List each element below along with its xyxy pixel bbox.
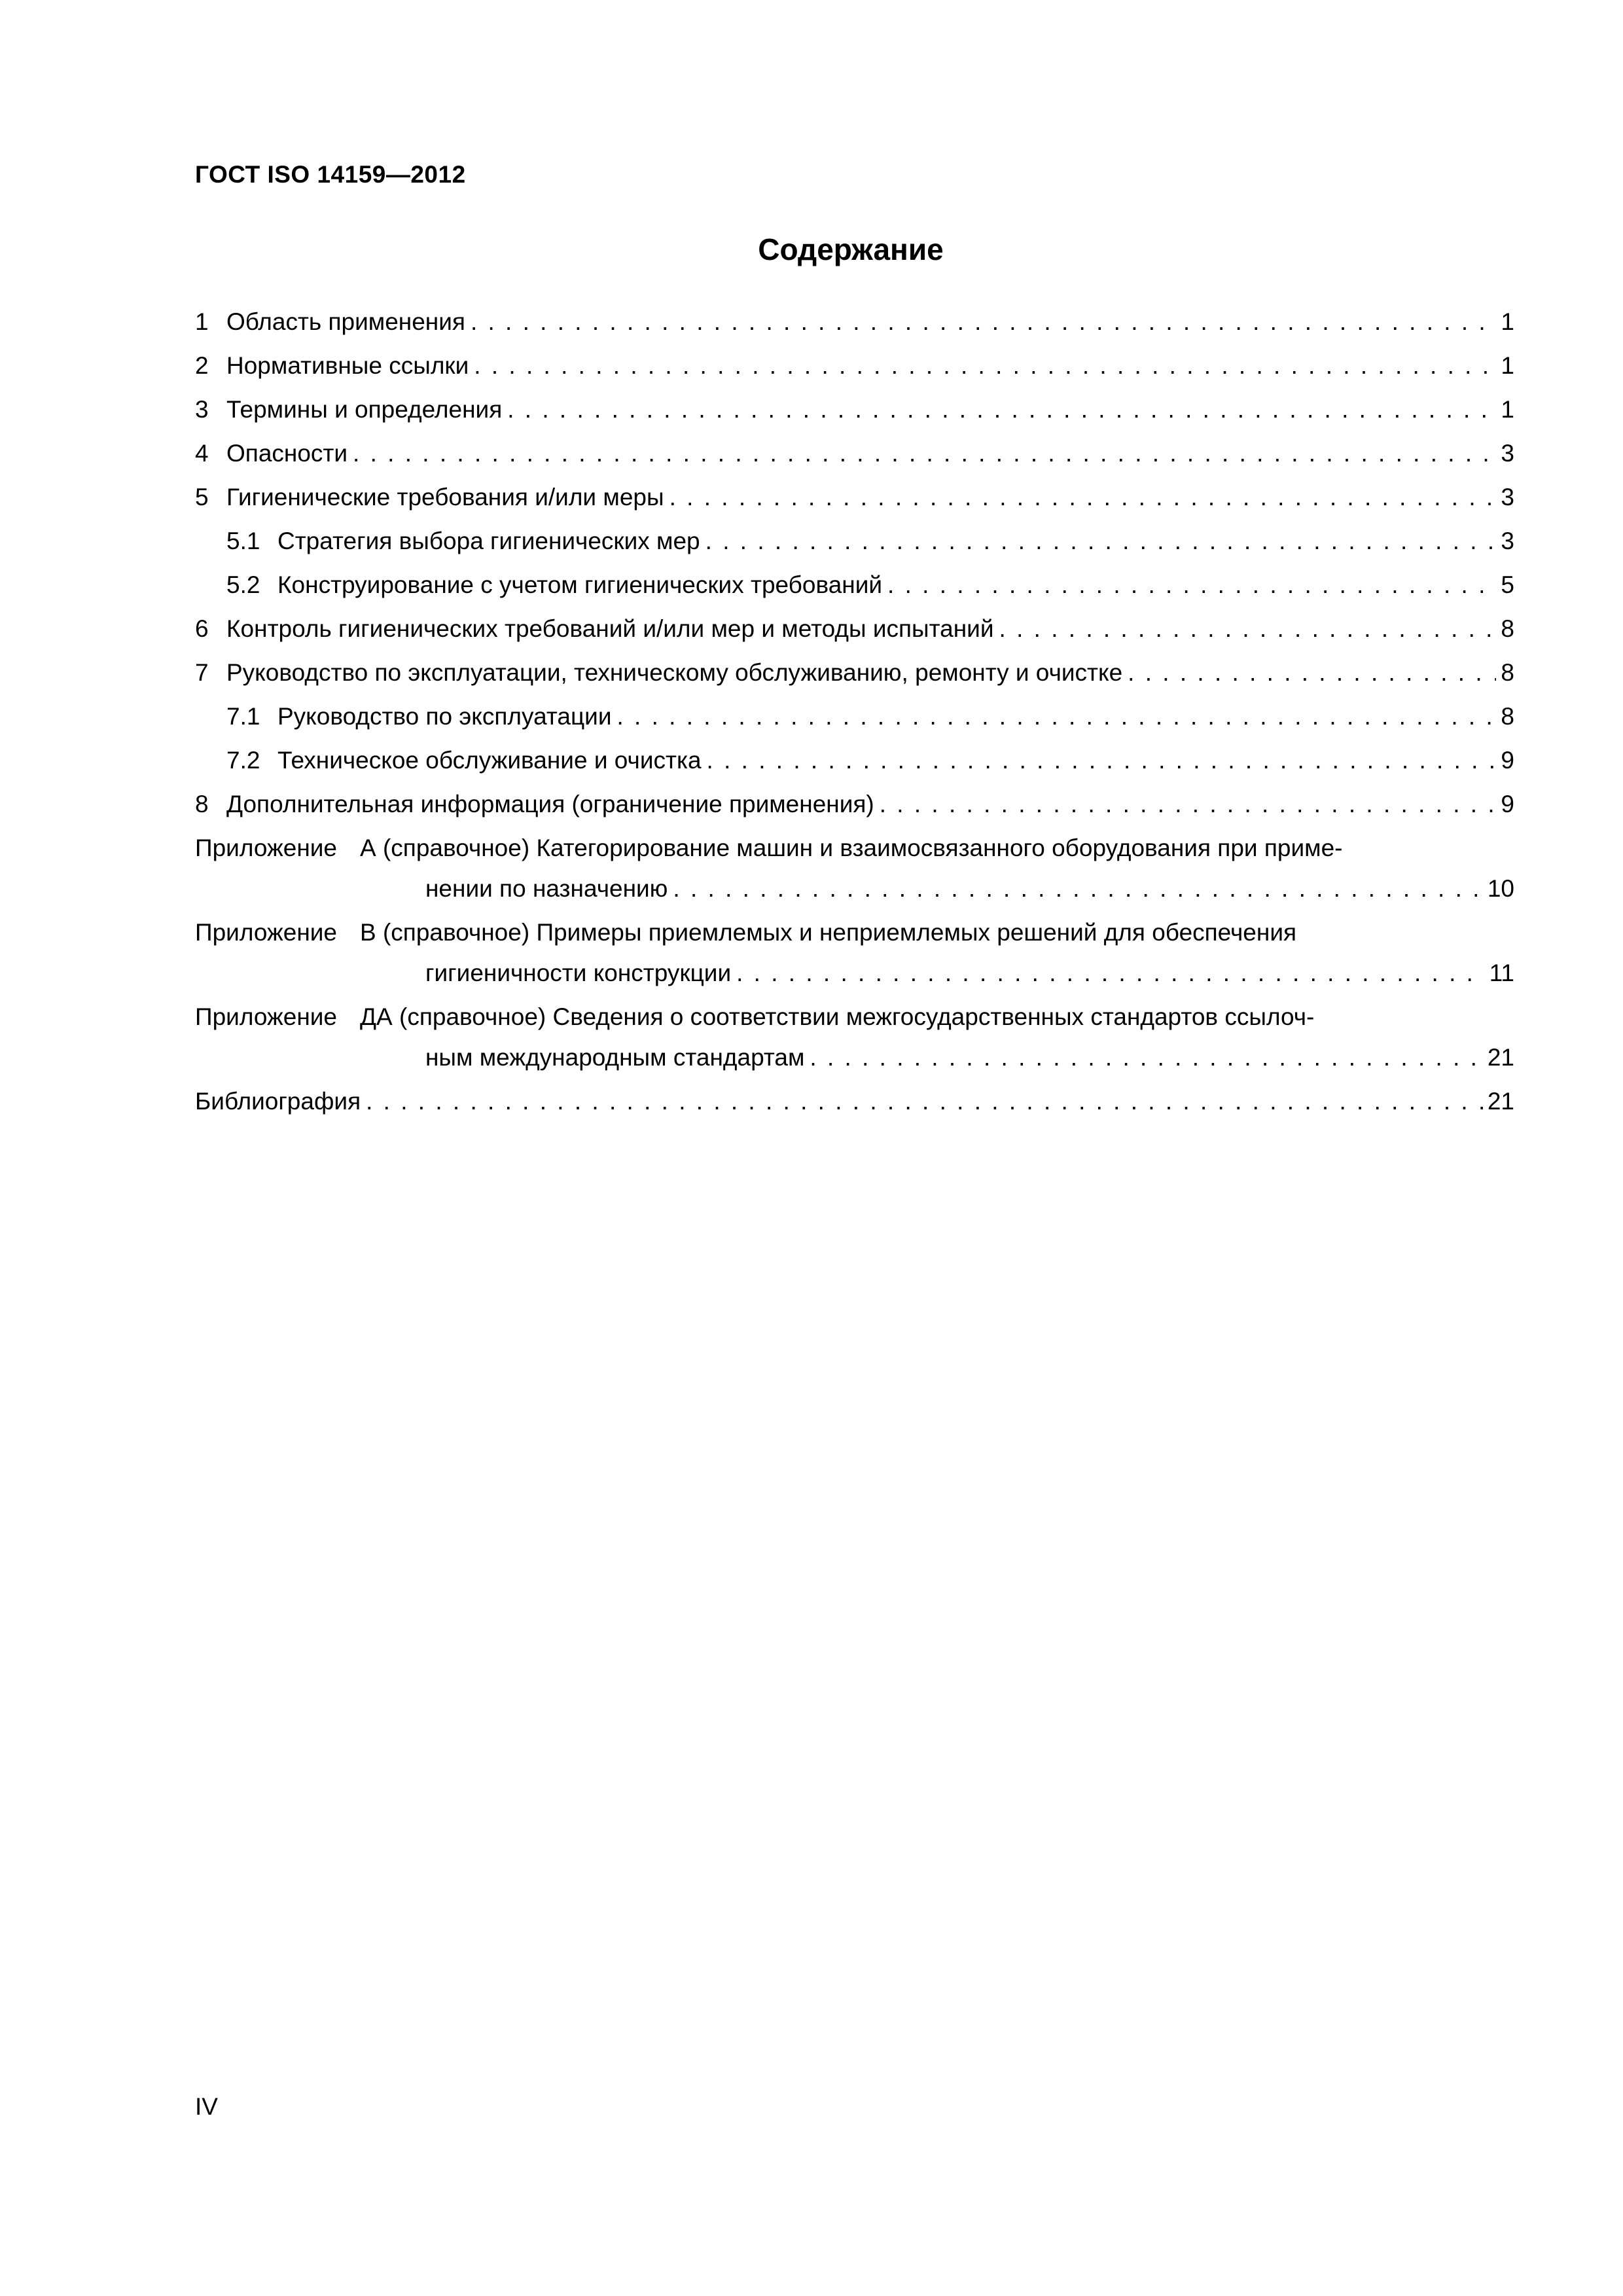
toc-entry-page: 9 xyxy=(1501,747,1514,774)
dot-leader xyxy=(366,1079,1484,1123)
toc-entry-8[interactable] xyxy=(195,782,1514,826)
toc-entry-label: Техническое обслуживание и очистка xyxy=(277,747,702,774)
toc-entry-number: 4 xyxy=(195,440,209,467)
toc-entry-number: 5 xyxy=(195,484,209,511)
toc-entry-label: Руководство по эксплуатации, техническому обслуживанию, ремонту и очистке xyxy=(226,659,1123,686)
toc-entry-label: Нормативные ссылки xyxy=(226,352,469,379)
dot-leader xyxy=(999,607,1496,651)
table-of-contents xyxy=(195,300,1514,1123)
toc-entry-page: 1 xyxy=(1501,308,1514,335)
toc-entry-page: 10 xyxy=(1487,875,1514,902)
document-standard-id: ГОСТ ISO 14159—2012 xyxy=(195,161,466,188)
appendix-title-line1: В (справочное) Примеры приемлемых и неприемлемых решений для обеспечения xyxy=(360,919,1297,946)
dot-leader xyxy=(1128,651,1496,694)
toc-entry-label: Конструирование с учетом гигиенических требований xyxy=(277,571,883,598)
toc-entry-page: 1 xyxy=(1501,352,1514,379)
toc-entry-page: 3 xyxy=(1501,528,1514,554)
toc-entry-3[interactable] xyxy=(195,387,1514,431)
toc-entry-bibliography[interactable] xyxy=(195,1079,1514,1123)
dot-leader xyxy=(736,951,1485,995)
dot-leader xyxy=(616,694,1496,738)
toc-entry-label: Библиография xyxy=(195,1088,361,1115)
appendix-prefix: Приложение xyxy=(195,1003,338,1030)
toc-entry-page: 21 xyxy=(1487,1088,1514,1115)
toc-entry-number: 7.2 xyxy=(226,747,260,774)
dot-leader xyxy=(471,300,1496,344)
toc-entry-6[interactable] xyxy=(195,607,1514,651)
toc-entry-page: 8 xyxy=(1501,615,1514,642)
toc-appendix-da[interactable] xyxy=(195,995,1514,1079)
toc-entry-1[interactable] xyxy=(195,300,1514,344)
toc-entry-label: Область применения xyxy=(226,308,465,335)
toc-entry-page: 9 xyxy=(1501,791,1514,817)
toc-entry-5[interactable] xyxy=(195,475,1514,519)
toc-entry-number: 6 xyxy=(195,615,209,642)
dot-leader xyxy=(887,563,1496,607)
toc-entry-number: 3 xyxy=(195,396,209,423)
toc-entry-number: 7.1 xyxy=(226,703,260,730)
toc-entry-number: 8 xyxy=(195,791,209,817)
toc-entry-number: 5.2 xyxy=(226,571,260,598)
toc-entry-page: 5 xyxy=(1501,571,1514,598)
toc-entry-5-2[interactable] xyxy=(195,563,1514,607)
dot-leader xyxy=(707,738,1496,782)
appendix-prefix: Приложение xyxy=(195,919,338,946)
toc-entry-label: Стратегия выбора гигиенических мер xyxy=(277,528,700,554)
toc-entry-page: 8 xyxy=(1501,659,1514,686)
toc-entry-page: 21 xyxy=(1487,1044,1514,1071)
dot-leader xyxy=(810,1035,1483,1079)
toc-entry-page: 8 xyxy=(1501,703,1514,730)
toc-entry-label: Руководство по эксплуатации xyxy=(277,703,612,730)
appendix-title-line1: А (справочное) Категорирование машин и взаимосвязанного оборудования при приме- xyxy=(360,834,1343,861)
toc-entry-4[interactable] xyxy=(195,431,1514,475)
appendix-title-line1: ДА (справочное) Сведения о соответствии межгосударственных стандартов ссылоч- xyxy=(360,1003,1315,1030)
dot-leader xyxy=(669,475,1496,519)
dot-leader xyxy=(353,431,1496,475)
dot-leader xyxy=(673,867,1483,910)
appendix-title-line2: ным международным стандартам xyxy=(425,1044,805,1071)
toc-entry-label: Термины и определения xyxy=(226,396,503,423)
toc-entry-number: 1 xyxy=(195,308,209,335)
toc-entry-page: 11 xyxy=(1489,960,1514,986)
toc-appendix-b[interactable] xyxy=(195,910,1514,995)
toc-entry-page: 3 xyxy=(1501,440,1514,467)
toc-title: Содержание xyxy=(758,232,944,266)
toc-entry-number: 5.1 xyxy=(226,528,260,554)
toc-entry-page: 3 xyxy=(1501,484,1514,511)
toc-entry-5-1[interactable] xyxy=(195,519,1514,563)
toc-entry-label: Контроль гигиенических требований и/или мер и методы испытаний xyxy=(226,615,994,642)
dot-leader xyxy=(705,519,1496,563)
toc-entry-7[interactable] xyxy=(195,651,1514,694)
toc-entry-number: 7 xyxy=(195,659,209,686)
toc-entry-page: 1 xyxy=(1501,396,1514,423)
toc-entry-7-2[interactable] xyxy=(195,738,1514,782)
dot-leader xyxy=(880,782,1496,826)
appendix-title-line2: гигиеничности конструкции xyxy=(425,960,732,986)
appendix-title-line2: нении по назначению xyxy=(425,875,668,902)
toc-entry-label: Опасности xyxy=(226,440,348,467)
toc-appendix-a[interactable] xyxy=(195,826,1514,910)
toc-entry-2[interactable] xyxy=(195,344,1514,387)
page-number: IV xyxy=(195,2093,218,2120)
toc-entry-label: Дополнительная информация (ограничение применения) xyxy=(226,791,874,817)
appendix-prefix: Приложение xyxy=(195,834,338,861)
dot-leader xyxy=(507,387,1496,431)
toc-entry-7-1[interactable] xyxy=(195,694,1514,738)
dot-leader xyxy=(474,344,1496,387)
toc-entry-label: Гигиенические требования и/или меры xyxy=(226,484,664,511)
toc-entry-number: 2 xyxy=(195,352,209,379)
